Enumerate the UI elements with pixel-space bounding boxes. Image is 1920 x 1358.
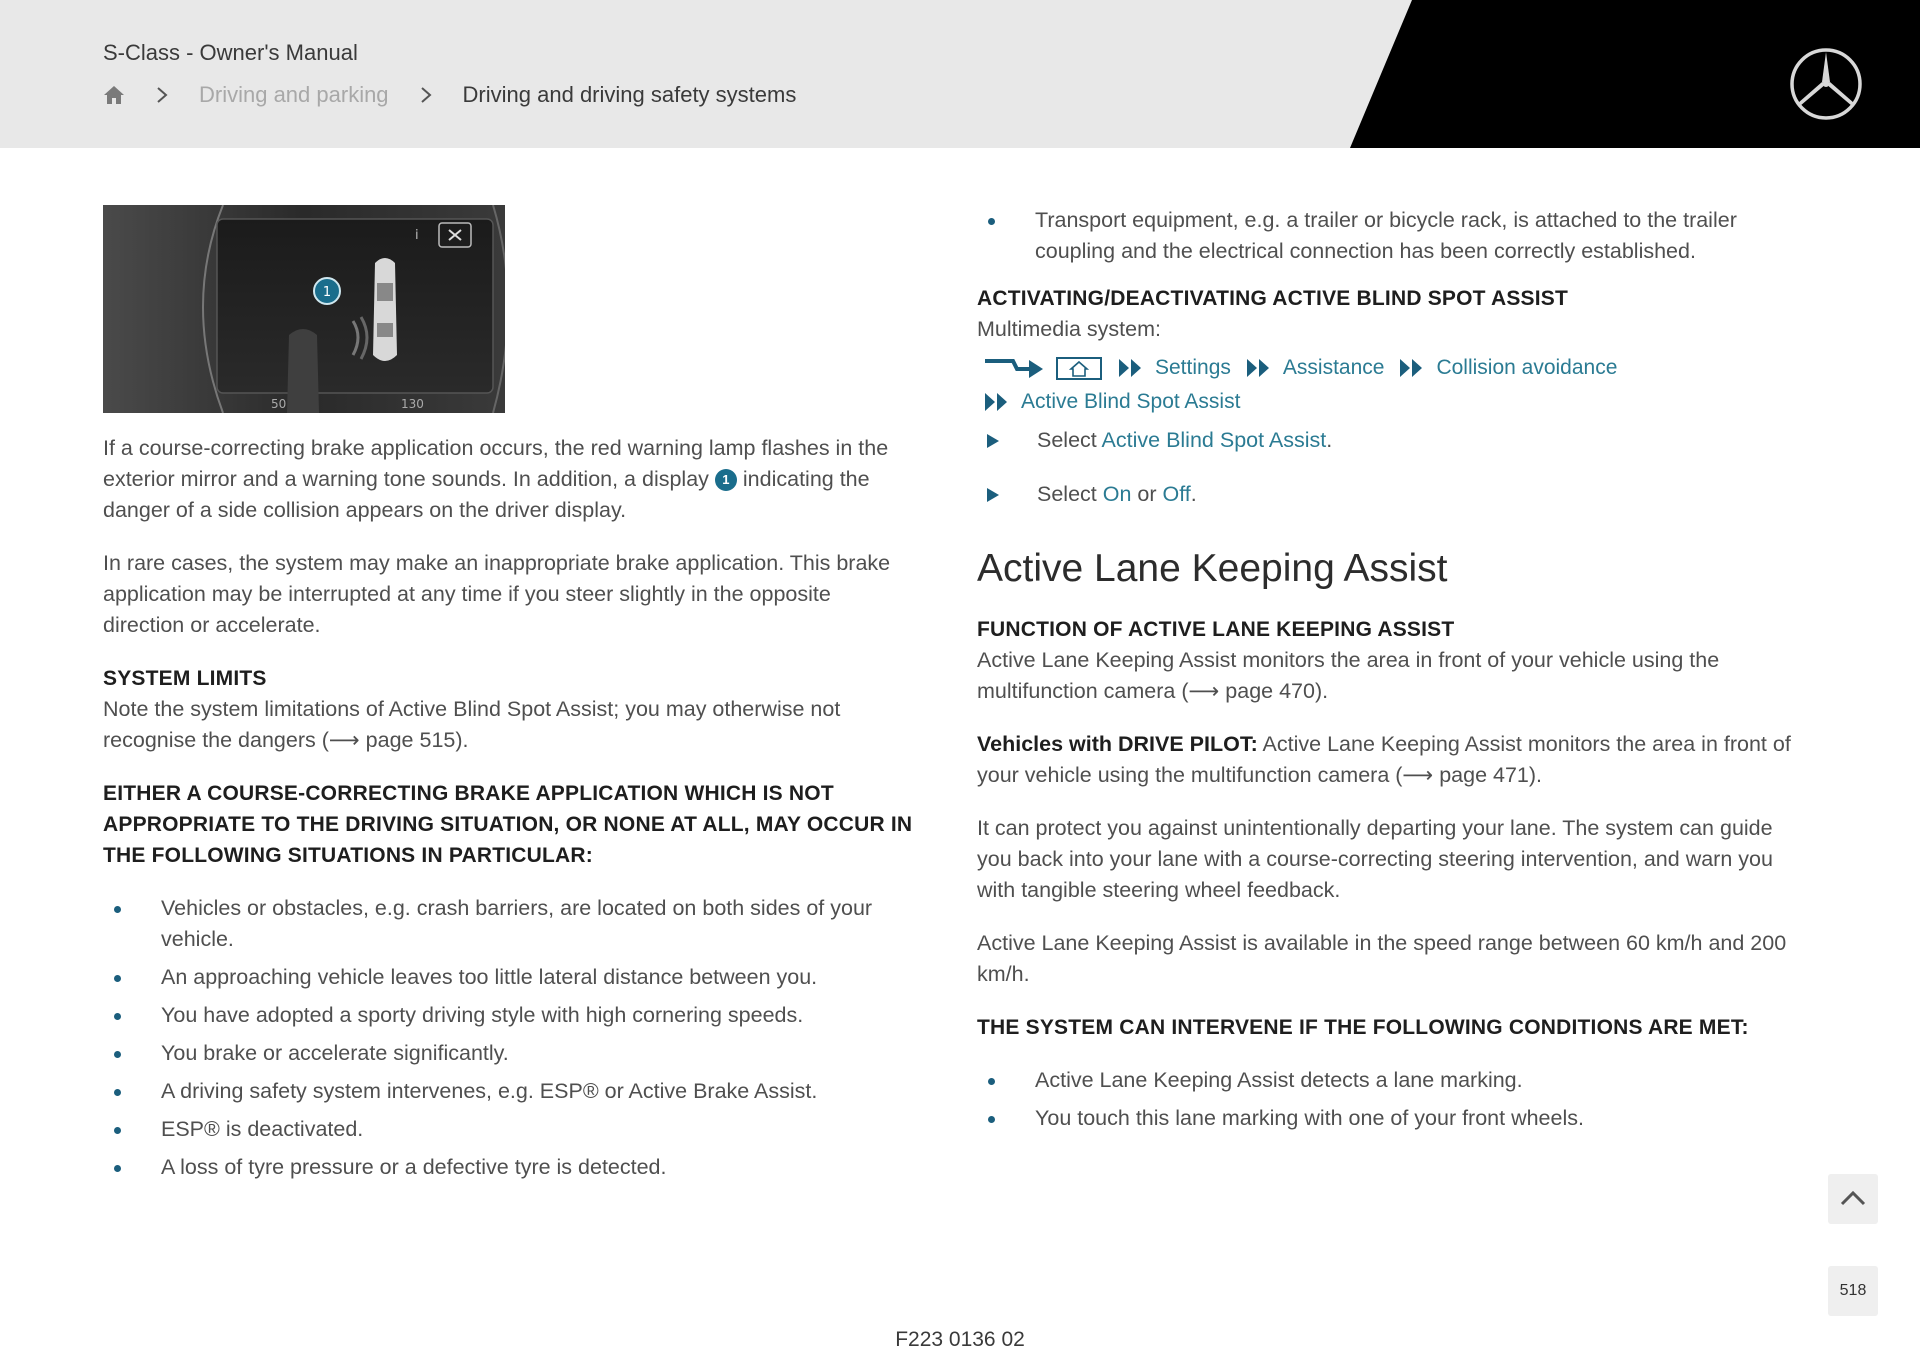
list-item: You touch this lane marking with one of your front wheels. <box>977 1103 1797 1134</box>
para-drive-pilot: Vehicles with DRIVE PILOT: Active Lane Keeping Assist monitors the area in front of your vehicle using the multifunction camera (⟶ page 471). <box>977 732 1791 787</box>
page-number-badge: 518 <box>1828 1266 1878 1316</box>
double-chevron-icon <box>1117 357 1147 379</box>
system-limits-text: Note the system limitations of Active Blind Spot Assist; you may otherwise not recognise the dangers (⟶ page 515). <box>103 697 841 752</box>
left-column <box>103 205 913 1190</box>
breadcrumb-current: Driving and driving safety systems <box>462 82 797 107</box>
function-heading: FUNCTION OF ACTIVE LANE KEEPING ASSIST <box>977 618 1455 641</box>
list-item: Active Lane Keeping Assist detects a lane marking. <box>977 1065 1797 1096</box>
callout-1-icon: 1 <box>715 469 737 491</box>
image-callout-number: 1 <box>322 285 332 300</box>
menu-path-settings[interactable]: Settings <box>1155 356 1231 379</box>
driver-display-illustration <box>103 205 505 413</box>
home-button-icon[interactable] <box>1055 355 1103 381</box>
multimedia-label: Multimedia system: <box>977 317 1161 341</box>
list-item: A driving safety system intervenes, e.g. ESP® or Active Brake Assist. <box>103 1076 913 1107</box>
breadcrumb-link-driving-parking[interactable]: Driving and parking <box>199 82 389 107</box>
step-link-active-blind-spot-assist[interactable]: Active Blind Spot Assist <box>1101 428 1327 452</box>
double-chevron-icon <box>1245 357 1275 379</box>
system-limits-heading: SYSTEM LIMITS <box>103 667 267 690</box>
chevron-up-icon <box>1828 1174 1878 1224</box>
list-item: You have adopted a sporty driving style with high cornering speeds. <box>103 1000 913 1031</box>
image-code: F223 0136 02 <box>895 1328 1025 1351</box>
function-block <box>977 614 1797 707</box>
step-option-on[interactable]: On <box>1102 482 1132 506</box>
right-column <box>977 205 1797 1141</box>
home-icon[interactable] <box>103 84 125 106</box>
step-item: Select Active Blind Spot Assist. <box>977 425 1797 456</box>
para-brake-application: If a course-correcting brake application occurs, the red warning lamp flashes in the exterior mirror and a warning tone sounds. In addition, a display 1 indicating the danger of a side collision appears on the driver display. <box>103 436 889 522</box>
page-header <box>0 0 1920 148</box>
activating-heading: ACTIVATING/DEACTIVATING ACTIVE BLIND SPOT ASSIST <box>977 287 1568 310</box>
system-limits-block <box>103 663 913 756</box>
menu-path-active-blind-spot-assist[interactable]: Active Blind Spot Assist <box>1021 390 1241 413</box>
para-rare-cases: In rare cases, the system may make an inappropriate brake application. This brake application may be interrupted at any time if you steer slightly in the opposite direction or accelerate. <box>103 551 891 637</box>
list-item: Vehicles or obstacles, e.g. crash barriers, are located on both sides of your vehicle. <box>103 893 913 955</box>
situations-list <box>103 893 913 1183</box>
menu-path-assistance[interactable]: Assistance <box>1282 356 1385 379</box>
section-title: Active Lane Keeping Assist <box>977 547 1448 590</box>
mercedes-star-logo[interactable] <box>1788 46 1864 122</box>
image-speed-right: 130 <box>401 397 424 411</box>
breadcrumb <box>103 82 796 108</box>
function-text: Active Lane Keeping Assist monitors the area in front of your vehicle using the multifunction camera (⟶ page 470). <box>977 648 1720 703</box>
conditions-list <box>977 1065 1797 1134</box>
menu-path-collision-avoidance[interactable]: Collision avoidance <box>1436 356 1618 379</box>
situations-heading: EITHER A COURSE-CORRECTING BRAKE APPLICATION WHICH IS NOT APPROPRIATE TO THE DRIVING SITUATION, OR NONE AT ALL, MAY OCCUR IN THE FOLLOWING SITUATIONS IN PARTICULAR: <box>103 782 913 867</box>
chevron-right-icon <box>419 86 433 104</box>
svg-text:i: i <box>415 228 419 243</box>
list-item: A loss of tyre pressure or a defective tyre is detected. <box>103 1152 913 1183</box>
para-protect: It can protect you against unintentionally departing your lane. The system can guide you back into your lane with a course-correcting steering intervention, and warn you with tangible steering wheel feedback. <box>977 816 1773 902</box>
step-option-off[interactable]: Off <box>1162 482 1191 506</box>
list-item: An approaching vehicle leaves too little lateral distance between you. <box>103 962 913 993</box>
double-chevron-icon <box>1398 357 1428 379</box>
doc-title: S-Class - Owner's Manual <box>103 40 358 65</box>
step-item: Select On or Off. <box>977 479 1797 510</box>
image-speed-left: 50 <box>271 397 287 411</box>
path-arrow-icon <box>983 355 1045 381</box>
menu-path <box>977 351 1797 419</box>
double-chevron-icon <box>983 391 1013 413</box>
list-item: Transport equipment, e.g. a trailer or bicycle rack, is attached to the trailer coupling and the electrical connection has been correctly established. <box>977 205 1797 267</box>
steps-list <box>977 425 1797 510</box>
list-item: ESP® is deactivated. <box>103 1114 913 1145</box>
scroll-to-top-button[interactable] <box>1828 1174 1878 1224</box>
chevron-right-icon <box>155 86 169 104</box>
conditions-heading: THE SYSTEM CAN INTERVENE IF THE FOLLOWING CONDITIONS ARE MET: <box>977 1016 1749 1039</box>
transport-list <box>977 205 1797 267</box>
list-item: You brake or accelerate significantly. <box>103 1038 913 1069</box>
para-speed-range: Active Lane Keeping Assist is available in the speed range between 60 km/h and 200 km/h. <box>977 931 1787 986</box>
header-black-panel <box>0 0 1920 148</box>
